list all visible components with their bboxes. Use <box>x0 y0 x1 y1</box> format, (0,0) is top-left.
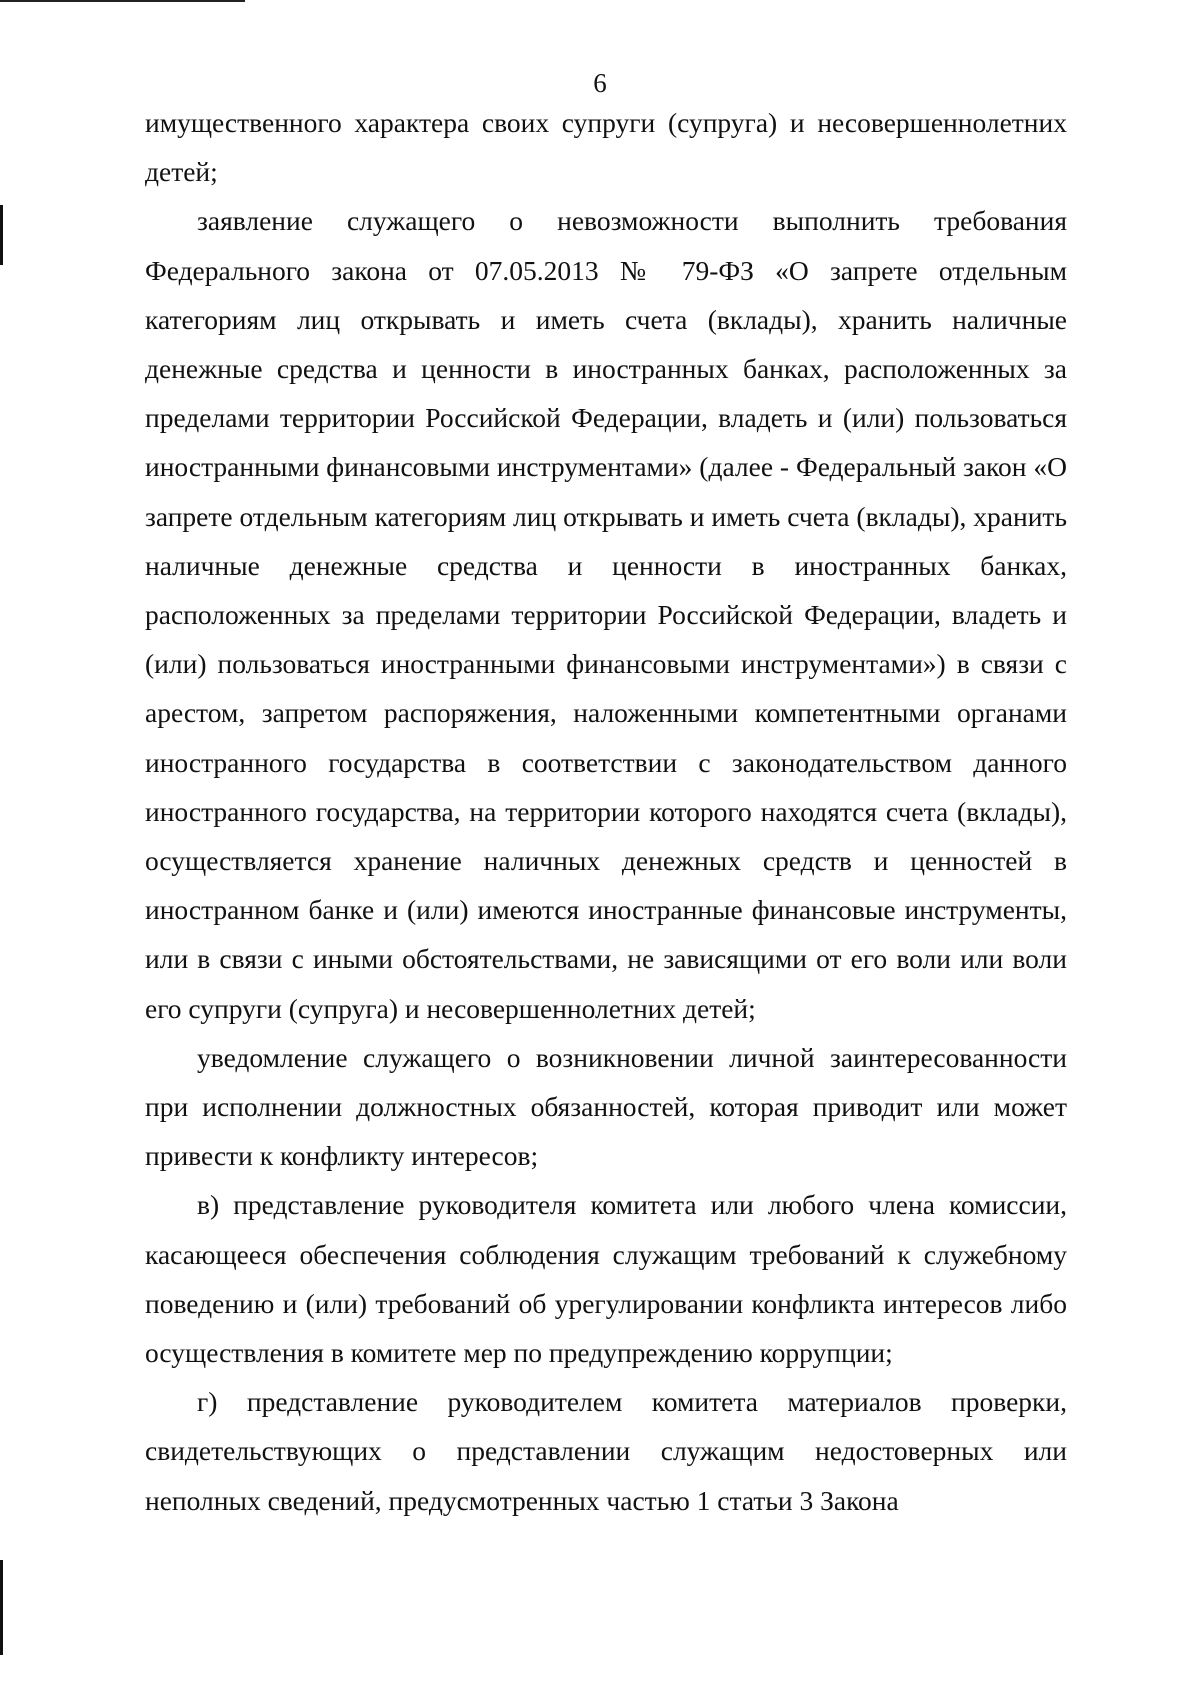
paragraph-item-v: в) представление руководителя комитета или любого члена комиссии, касающееся обеспечения соблюдения служащим требований к служебному поведению и (или) требований об урегулировании конфликта интересов либо осуществления в комитете мер по предупреждению коррупции; <box>145 1189 1067 1369</box>
paragraph-property-children: имущественного характера своих супруги (супруга) и несовершеннолетних детей; <box>145 107 1067 188</box>
paragraph-notification-interest: уведомление служащего о возникновении личной заинтересованности при исполнении должностных обязанностей, которая приводит или может привести к конфликту интересов; <box>145 1041 1067 1172</box>
paragraph-statement-impossibility: заявление служащего о невозможности выполнить требования Федерального закона от 07.05.2013 № 79-ФЗ «О запрете отдельным категориям лиц открывать и иметь счета (вклады), хранить наличные денежные средства и ценности в иностранных банках, расположенных за пределами территории Российской Федерации, владеть и (или) пользоваться иностранными финансовыми инструментами» (далее - Федеральный закон «О запрете отдельным категориям лиц открывать и иметь счета (вклады), хранить наличные денежные средства и ценности в иностранных банках, расположенных за пределами территории Российской Федерации, владеть и (или) пользоваться иностранными финансовыми инструментами») в связи с арестом, запретом распоряжения, наложенными компетентными органами иностранного государства в соответствии с законодательством данного иностранного государства, на территории которого находятся счета (вклады), осуществляется хранение наличных денежных средств и ценностей в иностранном банке и (или) имеются иностранные финансовые инструменты, или в связи с иными обстоятельствами, не зависящими от его воли или воли его супруги (супруга) и несовершеннолетних детей; <box>145 205 1067 1024</box>
paragraph-item-g: г) представление руководителем комитета материалов проверки, свидетельствующих о представлении служащим недостоверных или неполных сведений, предусмотренных частью 1 статьи 3 Закона <box>145 1386 1067 1516</box>
body-text <box>145 98 1067 1525</box>
scan-edge-top <box>0 0 245 2</box>
scan-edge-left <box>0 205 3 265</box>
scan-edge-left <box>0 1560 3 1655</box>
page-number: 6 <box>593 68 607 98</box>
